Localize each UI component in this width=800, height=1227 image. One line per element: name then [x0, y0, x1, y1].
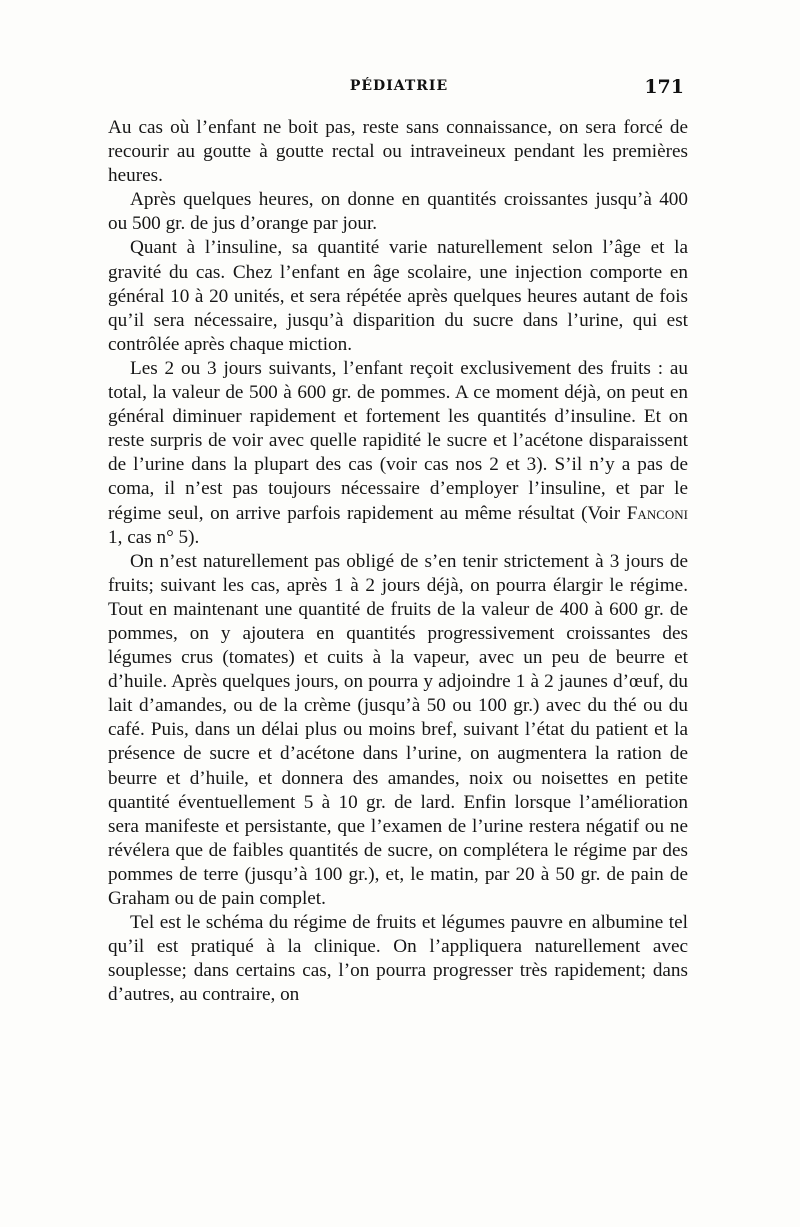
paragraph-6: Tel est le schéma du régime de fruits et légumes pauvre en albumine tel qu’il est pratiqué à la clinique. On l’appliquera naturellement avec souplesse; dans certains cas, l’on pourra progresser très rapidement; dans d’autres, au contraire, on [108, 912, 688, 1006]
citation-author: Fanconi [626, 502, 688, 524]
running-title: PÉDIATRIE [349, 78, 449, 94]
paragraph-4-text: Les 2 ou 3 jours suivants, l’enfant reçoit exclusivement des fruits : au total, la valeur de 500 à 600 gr. de pommes. A ce moment déjà, on peut en général diminuer rapidement et fortement les quantités d’insuline. Et on reste surpris de voir avec quelle rapidité le sucre et l’acétone disparaissent de l’urine dans la plupart des cas (voir cas nos 2 et 3). S’il n’y a pas de coma, il n’est pas toujours nécessaire d’employer l’insuline, et par le régime seul, on arrive parfois rapidement au même résultat (Voir [108, 357, 688, 524]
body-text [108, 116, 688, 1007]
paragraph-5: On n’est naturellement pas obligé de s’en tenir strictement à 3 jours de fruits; suivant les cas, après 1 à 2 jours déjà, on pourra élargir le régime. Tout en maintenant une quantité de fruits de la valeur de 400 à 600 gr. de pommes, on y ajoutera en quantités progressivement croissantes des légumes crus (tomates) et cuits à la vapeur, avec un peu de beurre et d’huile. Après quelques jours, on pourra y adjoindre 1 à 2 jaunes d’œuf, du lait d’amandes, ou de la crème (jusqu’à 50 ou 100 gr.) avec du thé ou du café. Puis, dans un délai plus ou moins bref, suivant l’état du patient et la présence de sucre et d’acétone dans l’urine, on augmentera la ration de beurre et d’huile, et donnera des amandes, noix ou noisettes en petite quantité éventuellement 5 à 10 gr. de lard. Enfin lorsque l’amélioration sera manifeste et persistante, que l’examen de l’urine restera négatif ou ne révélera que de faibles quantités de sucre, on complétera le régime par des pommes de terre (jusqu’à 100 gr.), et, le matin, par 20 à 50 gr. de pain de Graham ou de pain complet. [108, 550, 688, 909]
paragraph-4 [108, 357, 688, 550]
paragraph-2: Après quelques heures, on donne en quantités croissantes jusqu’à 400 ou 500 gr. de jus d’orange par jour. [108, 189, 688, 235]
paragraph-3: Quant à l’insuline, sa quantité varie naturellement selon l’âge et la gravité du cas. Chez l’enfant en âge scolaire, une injection comporte en général 10 à 20 unités, et sera répétée après quelques heures autant de fois qu’il sera nécessaire, jusqu’à disparition du sucre dans l’urine, qui est contrôlée après chaque miction. [108, 237, 688, 355]
paragraph-1: Au cas où l’enfant ne boit pas, reste sans connaissance, on sera forcé de recourir au goutte à goutte rectal ou intraveineux pendant les premières heures. [108, 117, 688, 187]
running-head [112, 78, 686, 102]
page-number: 171 [644, 76, 684, 98]
citation-rest: 1, cas n° 5). [108, 526, 200, 548]
